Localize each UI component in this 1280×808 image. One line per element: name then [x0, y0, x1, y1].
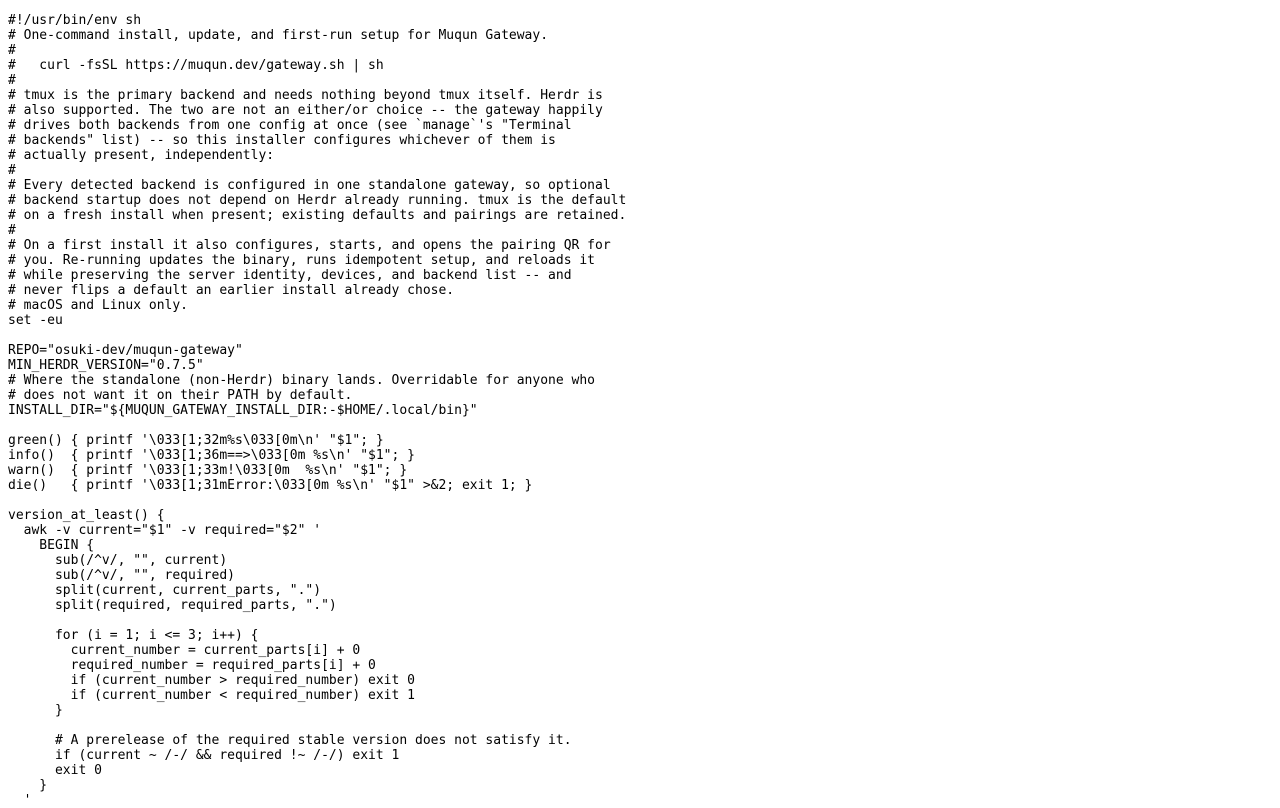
- code-line: [8, 613, 1280, 628]
- code-line: #!/usr/bin/env sh: [8, 13, 142, 28]
- code-line: # actually present, independently:: [8, 148, 275, 163]
- code-line: # Every detected backend is configured in one standalone gateway, so optional: [8, 178, 611, 193]
- code-line: if (current_number < required_number) exit 1: [8, 688, 415, 703]
- code-line: ': [8, 793, 32, 808]
- code-line: INSTALL_DIR="${MUQUN_GATEWAY_INSTALL_DIR:-$HOME/.local/bin}": [8, 403, 478, 418]
- code-line: # On a first install it also configures, starts, and opens the pairing QR for: [8, 238, 611, 253]
- code-line: # on a fresh install when present; existing defaults and pairings are retained.: [8, 208, 627, 223]
- code-line: # tmux is the primary backend and needs nothing beyond tmux itself. Herdr is: [8, 88, 603, 103]
- code-line: #: [8, 73, 16, 88]
- code-line: # macOS and Linux only.: [8, 298, 189, 313]
- code-line: version_at_least() {: [8, 508, 165, 523]
- code-line: # drives both backends from one config at once (see `manage`'s "Terminal: [8, 118, 572, 133]
- code-line: }: [8, 778, 48, 793]
- code-line: [8, 493, 1280, 508]
- code-line: # curl -fsSL https://muqun.dev/gateway.sh | sh: [8, 58, 384, 73]
- code-line: if (current ~ /-/ && required !~ /-/) exit 1: [8, 748, 400, 763]
- code-line: # One-command install, update, and first-run setup for Muqun Gateway.: [8, 28, 549, 43]
- code-line: split(required, required_parts, "."): [8, 598, 337, 613]
- code-line: warn() { printf '\033[1;33m!\033[0m %s\n' "$1"; }: [8, 463, 408, 478]
- code-line: info() { printf '\033[1;36m==>\033[0m %s\n' "$1"; }: [8, 448, 415, 463]
- code-line: # never flips a default an earlier install already chose.: [8, 283, 455, 298]
- code-line: for (i = 1; i <= 3; i++) {: [8, 628, 259, 643]
- code-line: BEGIN {: [8, 538, 95, 553]
- code-line: # Where the standalone (non-Herdr) binary lands. Overridable for anyone who: [8, 373, 595, 388]
- code-line: MIN_HERDR_VERSION="0.7.5": [8, 358, 204, 373]
- code-line: set -eu: [8, 313, 63, 328]
- code-line: sub(/^v/, "", current): [8, 553, 228, 568]
- code-line: #: [8, 223, 16, 238]
- code-line: # you. Re-running updates the binary, runs idempotent setup, and reloads it: [8, 253, 595, 268]
- code-line: # backend startup does not depend on Herdr already running. tmux is the default: [8, 193, 627, 208]
- code-line: sub(/^v/, "", required): [8, 568, 235, 583]
- code-line: [8, 718, 1280, 733]
- code-line: # does not want it on their PATH by default.: [8, 388, 353, 403]
- code-line: # backends" list) -- so this installer configures whichever of them is: [8, 133, 556, 148]
- code-line: REPO="osuki-dev/muqun-gateway": [8, 343, 243, 358]
- code-line: current_number = current_parts[i] + 0: [8, 643, 361, 658]
- code-line: [8, 328, 1280, 343]
- code-line: green() { printf '\033[1;32m%s\033[0m\n' "$1"; }: [8, 433, 384, 448]
- code-line: split(current, current_parts, "."): [8, 583, 322, 598]
- code-line: die() { printf '\033[1;31mError:\033[0m %s\n' "$1" >&2; exit 1; }: [8, 478, 533, 493]
- code-line: # A prerelease of the required stable version does not satisfy it.: [8, 733, 572, 748]
- code-line: # while preserving the server identity, devices, and backend list -- and: [8, 268, 572, 283]
- code-line: required_number = required_parts[i] + 0: [8, 658, 376, 673]
- code-line: if (current_number > required_number) exit 0: [8, 673, 415, 688]
- code-line: # also supported. The two are not an either/or choice -- the gateway happily: [8, 103, 603, 118]
- code-line: awk -v current="$1" -v required="$2" ': [8, 523, 322, 538]
- code-line: exit 0: [8, 763, 102, 778]
- code-line: }: [8, 703, 63, 718]
- code-line: [8, 418, 1280, 433]
- code-line: #: [8, 43, 16, 58]
- code-line: #: [8, 163, 16, 178]
